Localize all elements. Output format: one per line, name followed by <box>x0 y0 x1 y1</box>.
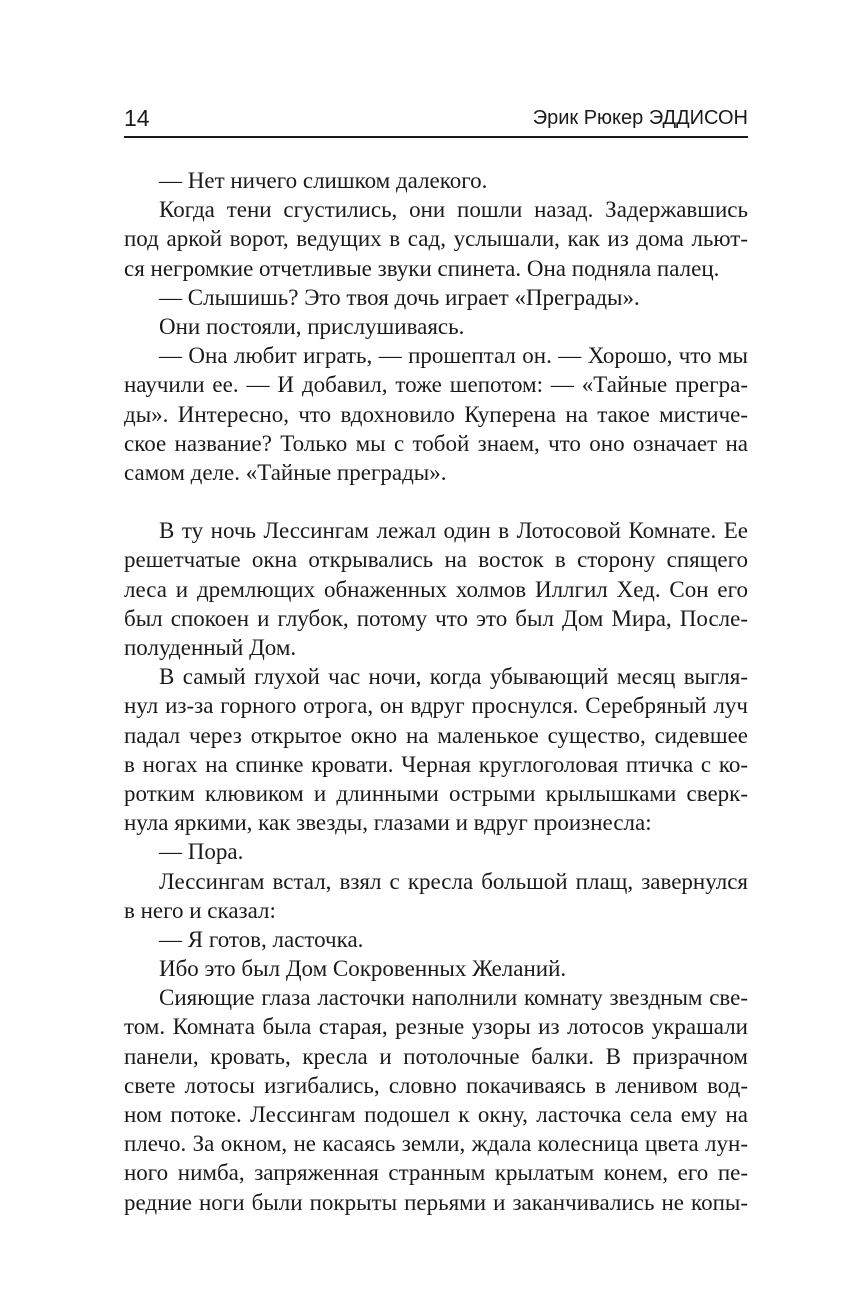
text-line: в ногах на спинке кровати. Черная круглоголовая птичка с ко- <box>124 751 748 777</box>
text-line: — Я готов, ласточка. <box>159 926 364 952</box>
text-line: решетчатые окна открывались на восток в сторону спящего <box>124 547 748 573</box>
section-break <box>124 487 748 516</box>
paragraph <box>124 837 748 866</box>
paragraph <box>124 516 748 662</box>
text-line: панели, кровать, кресла и потолочные балки. В призрачном <box>124 1043 748 1069</box>
text-line: Сияющие глаза ласточки наполнили комнату звездным све- <box>159 985 748 1011</box>
text-line: падал через открытое окно на маленькое существо, сидевшее <box>124 722 748 748</box>
text-line: редние ноги были покрыты перьями и заканчивались не копы- <box>124 1189 748 1215</box>
text-line: под аркой ворот, ведущих в сад, услышали, как из дома льют- <box>124 226 748 252</box>
paragraph <box>124 925 748 954</box>
paragraph <box>124 283 748 312</box>
text-line: свете лотосы изгибались, словно покачиваясь в ленивом вод- <box>124 1072 748 1098</box>
text-line: ское название? Только мы с тобой знаем, что оно означает на <box>124 430 748 456</box>
text-line: — Пора. <box>159 839 244 865</box>
text-line: полуденный Дом. <box>124 635 297 660</box>
text-line: В ту ночь Лессингам лежал один в Лотосовой Комнате. Ее <box>159 518 748 544</box>
text-line: — Она любит играть, — прошептал он. — Хорошо, что мы <box>159 343 748 369</box>
text-line: ного нимба, запряженная странным крылатым конем, его пе- <box>124 1160 748 1186</box>
page-number: 14 <box>124 105 150 131</box>
text-line: ды». Интересно, что вдохновило Куперена на такое мистиче- <box>124 401 748 427</box>
page-header <box>124 104 748 136</box>
text-line: самом деле. «Тайные преграды». <box>124 459 447 485</box>
paragraph <box>124 983 748 1217</box>
text-line: научили ее. — И добавил, тоже шепотом: — «Тайные прегра- <box>124 372 748 398</box>
text-line: Они постояли, прислушиваясь. <box>159 313 465 339</box>
paragraph <box>124 954 748 983</box>
paragraph <box>124 662 748 837</box>
paragraph <box>124 341 748 487</box>
text-line: В самый глухой час ночи, когда убывающий месяц выгля- <box>159 664 748 690</box>
text-line: был спокоен и глубок, потому что это был Дом Мира, После- <box>124 605 748 631</box>
header-rule <box>124 136 748 138</box>
text-line: ном потоке. Лессингам подошел к окну, ласточка села ему на <box>124 1102 748 1127</box>
text-line: Лессингам встал, взял с кресла большой плащ, завернулся <box>159 868 748 894</box>
text-line: — Нет ничего слишком далекого. <box>159 168 488 193</box>
running-head-author: Эрик Рюкер ЭДДИСОН <box>532 107 748 129</box>
text-line: нул из-за горного отрога, он вдруг проснулся. Серебряный луч <box>124 693 748 719</box>
body-text <box>124 166 748 1217</box>
text-line: плечо. За окном, не касаясь земли, ждала колесница цвета лун- <box>124 1131 748 1157</box>
paragraph <box>124 166 748 195</box>
text-line: Ибо это был Дом Сокровенных Желаний. <box>159 956 567 982</box>
text-line: — Слышишь? Это твоя дочь играет «Преграды». <box>159 284 640 310</box>
text-line: ся негромкие отчетливые звуки спинета. Она подняла палец. <box>124 255 720 281</box>
text-line: леса и дремлющих обнаженных холмов Иллгил Хед. Сон его <box>124 576 748 602</box>
text-line: Когда тени сгустились, они пошли назад. Задержавшись <box>159 197 748 223</box>
paragraph <box>124 867 748 925</box>
text-line: ротким клювиком и длинными острыми крылышками сверк- <box>124 780 748 806</box>
paragraph <box>124 312 748 341</box>
text-line: нула яркими, как звезды, глазами и вдруг произнесла: <box>124 810 652 836</box>
text-line: том. Комната была старая, резные узоры из лотосов украшали <box>124 1014 748 1040</box>
text-line: в него и сказал: <box>124 897 276 923</box>
paragraph <box>124 195 748 283</box>
